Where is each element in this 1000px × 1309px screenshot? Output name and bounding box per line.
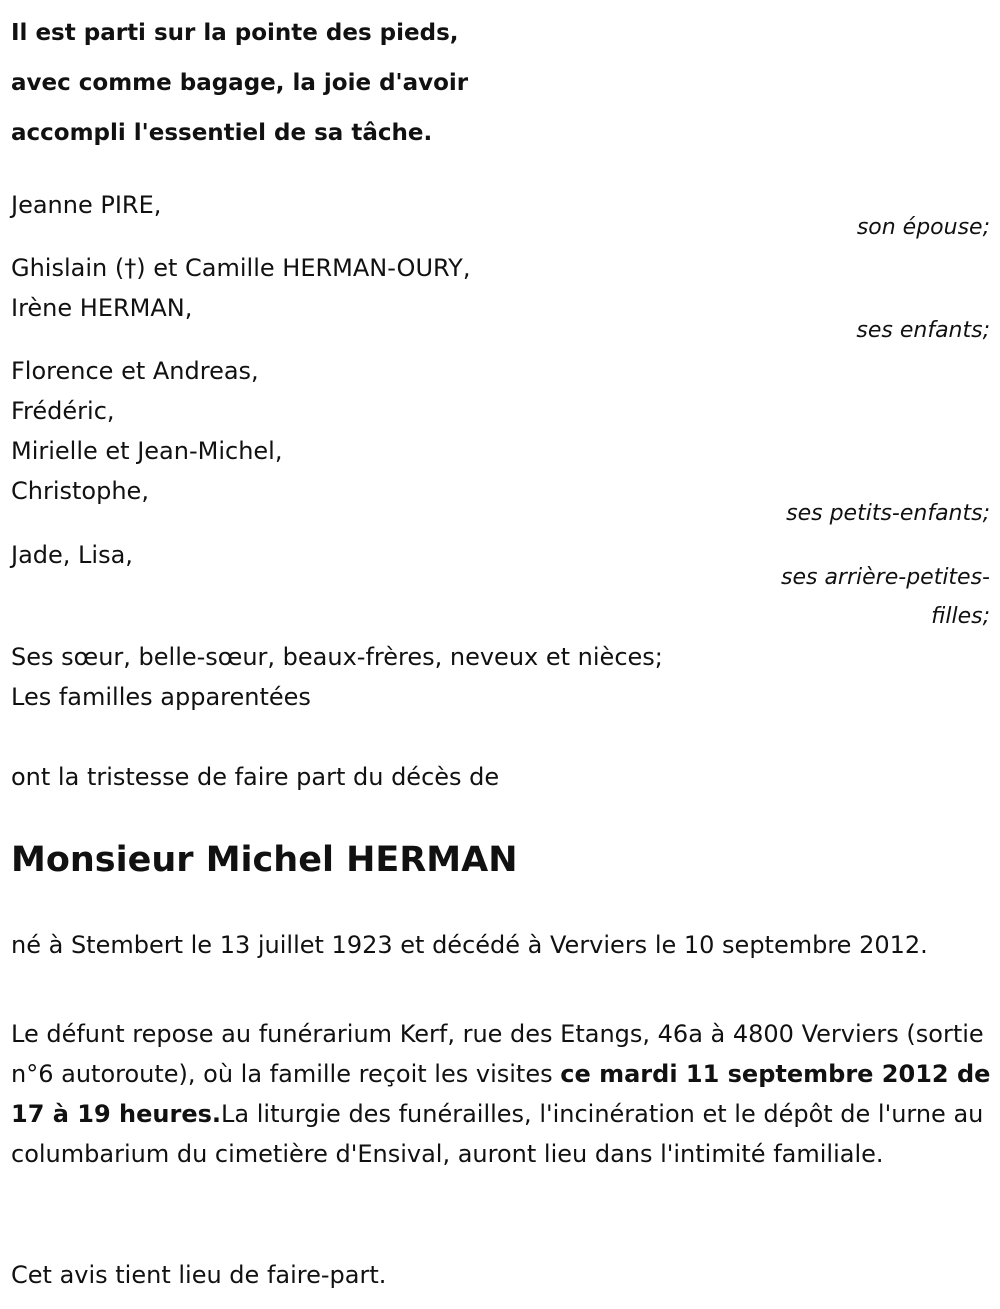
grandchildren-line: Mirielle et Jean-Michel, bbox=[11, 437, 283, 465]
announcement: ont la tristesse de faire part du décès de bbox=[11, 763, 500, 791]
epigraph-line: accompli l'essentiel de sa tâche. bbox=[11, 120, 433, 146]
children-relation: ses enfants; bbox=[856, 318, 990, 343]
children-line: Ghislain (†) et Camille HERMAN-OURY, bbox=[11, 254, 471, 282]
other-relatives-line: Ses sœur, belle-sœur, beaux-frères, neveux et nièces; bbox=[11, 643, 663, 671]
great-grandchildren-relation: filles; bbox=[931, 604, 990, 629]
visit-time: ce mardi 11 septembre 2012 de 17 à 19 heures. bbox=[11, 1060, 991, 1128]
grandchildren-line: Florence et Andreas, bbox=[11, 357, 259, 385]
wife-name: Jeanne PIRE, bbox=[11, 191, 162, 219]
closing-note: Cet avis tient lieu de faire-part. bbox=[11, 1261, 387, 1289]
arrangements-text: Le défunt repose au funérarium Kerf, rue des Etangs, 46a à 4800 Verviers (sortie n°6 autoroute), où la famille reçoit les visites bbox=[11, 1020, 984, 1088]
great-grandchildren-relation: ses arrière-petites- bbox=[781, 565, 990, 590]
arrangements-paragraph bbox=[11, 1014, 996, 1174]
grandchildren-line: Frédéric, bbox=[11, 397, 115, 425]
deceased-name: Monsieur Michel HERMAN bbox=[11, 840, 518, 880]
wife-relation: son épouse; bbox=[856, 215, 990, 240]
grandchildren-line: Christophe, bbox=[11, 477, 149, 505]
other-relatives-line: Les familles apparentées bbox=[11, 683, 311, 711]
birth-death-paragraph: né à Stembert le 13 juillet 1923 et décédé à Verviers le 10 septembre 2012. bbox=[11, 931, 928, 959]
great-grandchildren-line: Jade, Lisa, bbox=[11, 541, 133, 569]
epigraph-line: avec comme bagage, la joie d'avoir bbox=[11, 70, 469, 96]
children-line: Irène HERMAN, bbox=[11, 294, 193, 322]
epigraph-line: Il est parti sur la pointe des pieds, bbox=[11, 20, 459, 46]
epigraph bbox=[11, 8, 711, 158]
grandchildren-relation: ses petits-enfants; bbox=[786, 501, 990, 526]
arrangements-text: La liturgie des funérailles, l'incinération et le dépôt de l'urne au columbarium du cimetière d'Ensival, auront lieu dans l'intimité familiale. bbox=[11, 1100, 984, 1168]
